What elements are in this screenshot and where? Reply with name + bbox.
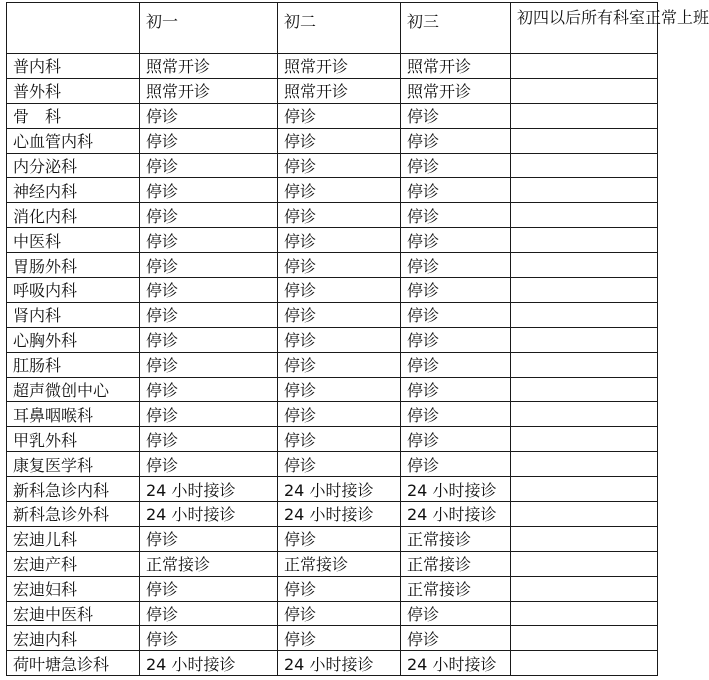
day2-status-cell: 正常接诊	[278, 551, 401, 576]
day1-status-cell: 停诊	[140, 278, 278, 303]
day2-status-cell: 24 小时接诊	[278, 651, 401, 676]
day2-status-cell: 停诊	[278, 576, 401, 601]
day3-status-cell: 停诊	[401, 402, 511, 427]
department-cell: 内分泌科	[7, 153, 140, 178]
table-row	[7, 253, 658, 278]
day1-status-cell: 停诊	[140, 302, 278, 327]
day4-cell	[511, 352, 658, 377]
table-row	[7, 402, 658, 427]
table-row	[7, 502, 658, 527]
day3-status-cell: 照常开诊	[401, 78, 511, 103]
day1-status-cell: 停诊	[140, 601, 278, 626]
day2-status-cell: 停诊	[278, 626, 401, 651]
day3-status-cell: 停诊	[401, 626, 511, 651]
table-row	[7, 203, 658, 228]
day2-status-cell: 24 小时接诊	[278, 502, 401, 527]
day1-status-cell: 停诊	[140, 526, 278, 551]
table-row	[7, 278, 658, 303]
department-cell: 神经内科	[7, 178, 140, 203]
day1-status-cell: 24 小时接诊	[140, 477, 278, 502]
day2-status-cell: 停诊	[278, 452, 401, 477]
day3-status-cell: 停诊	[401, 153, 511, 178]
day3-status-cell: 停诊	[401, 278, 511, 303]
day1-status-cell: 停诊	[140, 377, 278, 402]
day3-status-cell: 24 小时接诊	[401, 651, 511, 676]
day2-status-cell: 照常开诊	[278, 54, 401, 79]
day1-status-cell: 24 小时接诊	[140, 502, 278, 527]
day4-cell	[511, 526, 658, 551]
day2-status-cell: 停诊	[278, 253, 401, 278]
day1-status-cell: 停诊	[140, 253, 278, 278]
day4-cell	[511, 327, 658, 352]
day4-cell	[511, 601, 658, 626]
day1-status-cell: 停诊	[140, 178, 278, 203]
day3-status-cell: 正常接诊	[401, 576, 511, 601]
department-cell: 荷叶塘急诊科	[7, 651, 140, 676]
day1-status-cell: 停诊	[140, 352, 278, 377]
day4-cell	[511, 228, 658, 253]
table-row	[7, 377, 658, 402]
day1-status-cell: 照常开诊	[140, 54, 278, 79]
day3-status-cell: 停诊	[401, 128, 511, 153]
day2-status-cell: 停诊	[278, 327, 401, 352]
header-day2: 初二	[278, 3, 401, 54]
table-row	[7, 228, 658, 253]
day3-status-cell: 停诊	[401, 228, 511, 253]
department-cell: 耳鼻咽喉科	[7, 402, 140, 427]
day3-status-cell: 24 小时接诊	[401, 477, 511, 502]
day3-status-cell: 停诊	[401, 253, 511, 278]
department-cell: 新科急诊外科	[7, 502, 140, 527]
table-row	[7, 128, 658, 153]
day1-status-cell: 停诊	[140, 203, 278, 228]
table-body	[7, 54, 658, 676]
day2-status-cell: 停诊	[278, 153, 401, 178]
day4-cell	[511, 477, 658, 502]
table-row	[7, 651, 658, 676]
day2-status-cell: 停诊	[278, 278, 401, 303]
day4-cell	[511, 253, 658, 278]
day3-status-cell: 停诊	[401, 327, 511, 352]
day2-status-cell: 停诊	[278, 103, 401, 128]
day4-cell	[511, 402, 658, 427]
table-row	[7, 352, 658, 377]
day3-status-cell: 照常开诊	[401, 54, 511, 79]
department-cell: 超声微创中心	[7, 377, 140, 402]
holiday-schedule-table	[6, 2, 709, 676]
day4-cell	[511, 576, 658, 601]
department-cell: 肾内科	[7, 302, 140, 327]
department-cell: 康复医学科	[7, 452, 140, 477]
day1-status-cell: 停诊	[140, 576, 278, 601]
day3-status-cell: 24 小时接诊	[401, 502, 511, 527]
table-row	[7, 78, 658, 103]
day2-status-cell: 停诊	[278, 377, 401, 402]
day2-status-cell: 停诊	[278, 203, 401, 228]
table-row	[7, 626, 658, 651]
day2-status-cell: 停诊	[278, 178, 401, 203]
day4-cell	[511, 377, 658, 402]
day4-cell	[511, 78, 658, 103]
day4-cell	[511, 153, 658, 178]
table-row	[7, 178, 658, 203]
table-row	[7, 526, 658, 551]
day1-status-cell: 停诊	[140, 128, 278, 153]
day4-cell	[511, 54, 658, 79]
day4-cell	[511, 128, 658, 153]
day4-cell	[511, 551, 658, 576]
table-header-row	[7, 3, 658, 54]
department-cell: 骨 科	[7, 103, 140, 128]
day4-cell	[511, 452, 658, 477]
day3-status-cell: 停诊	[401, 427, 511, 452]
department-cell: 呼吸内科	[7, 278, 140, 303]
day1-status-cell: 停诊	[140, 327, 278, 352]
table-row	[7, 477, 658, 502]
header-day3: 初三	[401, 3, 511, 54]
day2-status-cell: 24 小时接诊	[278, 477, 401, 502]
day4-cell	[511, 203, 658, 228]
department-cell: 心血管内科	[7, 128, 140, 153]
header-corner-cell	[7, 3, 140, 54]
department-cell: 普内科	[7, 54, 140, 79]
day2-status-cell: 停诊	[278, 526, 401, 551]
table-row	[7, 302, 658, 327]
department-cell: 宏迪儿科	[7, 526, 140, 551]
day1-status-cell: 照常开诊	[140, 78, 278, 103]
day4-cell	[511, 626, 658, 651]
day1-status-cell: 停诊	[140, 402, 278, 427]
day1-status-cell: 停诊	[140, 427, 278, 452]
table-row	[7, 54, 658, 79]
table-row	[7, 327, 658, 352]
department-cell: 肛肠科	[7, 352, 140, 377]
day3-status-cell: 正常接诊	[401, 526, 511, 551]
day1-status-cell: 停诊	[140, 103, 278, 128]
table-row	[7, 103, 658, 128]
day4-cell	[511, 278, 658, 303]
department-cell: 甲乳外科	[7, 427, 140, 452]
day3-status-cell: 正常接诊	[401, 551, 511, 576]
department-cell: 宏迪产科	[7, 551, 140, 576]
day2-status-cell: 停诊	[278, 402, 401, 427]
header-note-red: 初四以后所有科室正常上班	[511, 3, 658, 54]
department-cell: 普外科	[7, 78, 140, 103]
day1-status-cell: 24 小时接诊	[140, 651, 278, 676]
department-cell: 胃肠外科	[7, 253, 140, 278]
table-row	[7, 601, 658, 626]
day3-status-cell: 停诊	[401, 377, 511, 402]
day4-cell	[511, 502, 658, 527]
day3-status-cell: 停诊	[401, 601, 511, 626]
department-cell: 心胸外科	[7, 327, 140, 352]
day3-status-cell: 停诊	[401, 352, 511, 377]
day2-status-cell: 停诊	[278, 601, 401, 626]
day2-status-cell: 停诊	[278, 302, 401, 327]
table-row	[7, 153, 658, 178]
table-row	[7, 576, 658, 601]
day2-status-cell: 停诊	[278, 128, 401, 153]
day4-cell	[511, 302, 658, 327]
table-row	[7, 427, 658, 452]
department-cell: 宏迪内科	[7, 626, 140, 651]
department-cell: 宏迪妇科	[7, 576, 140, 601]
day2-status-cell: 停诊	[278, 228, 401, 253]
day2-status-cell: 照常开诊	[278, 78, 401, 103]
department-cell: 宏迪中医科	[7, 601, 140, 626]
day1-status-cell: 停诊	[140, 228, 278, 253]
department-cell: 中医科	[7, 228, 140, 253]
day3-status-cell: 停诊	[401, 302, 511, 327]
day1-status-cell: 停诊	[140, 153, 278, 178]
header-day1: 初一	[140, 3, 278, 54]
table-row	[7, 452, 658, 477]
day4-cell	[511, 427, 658, 452]
day3-status-cell: 停诊	[401, 203, 511, 228]
day4-cell	[511, 651, 658, 676]
day3-status-cell: 停诊	[401, 103, 511, 128]
department-cell: 新科急诊内科	[7, 477, 140, 502]
day4-cell	[511, 178, 658, 203]
day2-status-cell: 停诊	[278, 427, 401, 452]
day1-status-cell: 停诊	[140, 452, 278, 477]
table-row	[7, 551, 658, 576]
day3-status-cell: 停诊	[401, 452, 511, 477]
department-cell: 消化内科	[7, 203, 140, 228]
day4-cell	[511, 103, 658, 128]
day2-status-cell: 停诊	[278, 352, 401, 377]
day1-status-cell: 正常接诊	[140, 551, 278, 576]
day1-status-cell: 停诊	[140, 626, 278, 651]
day3-status-cell: 停诊	[401, 178, 511, 203]
